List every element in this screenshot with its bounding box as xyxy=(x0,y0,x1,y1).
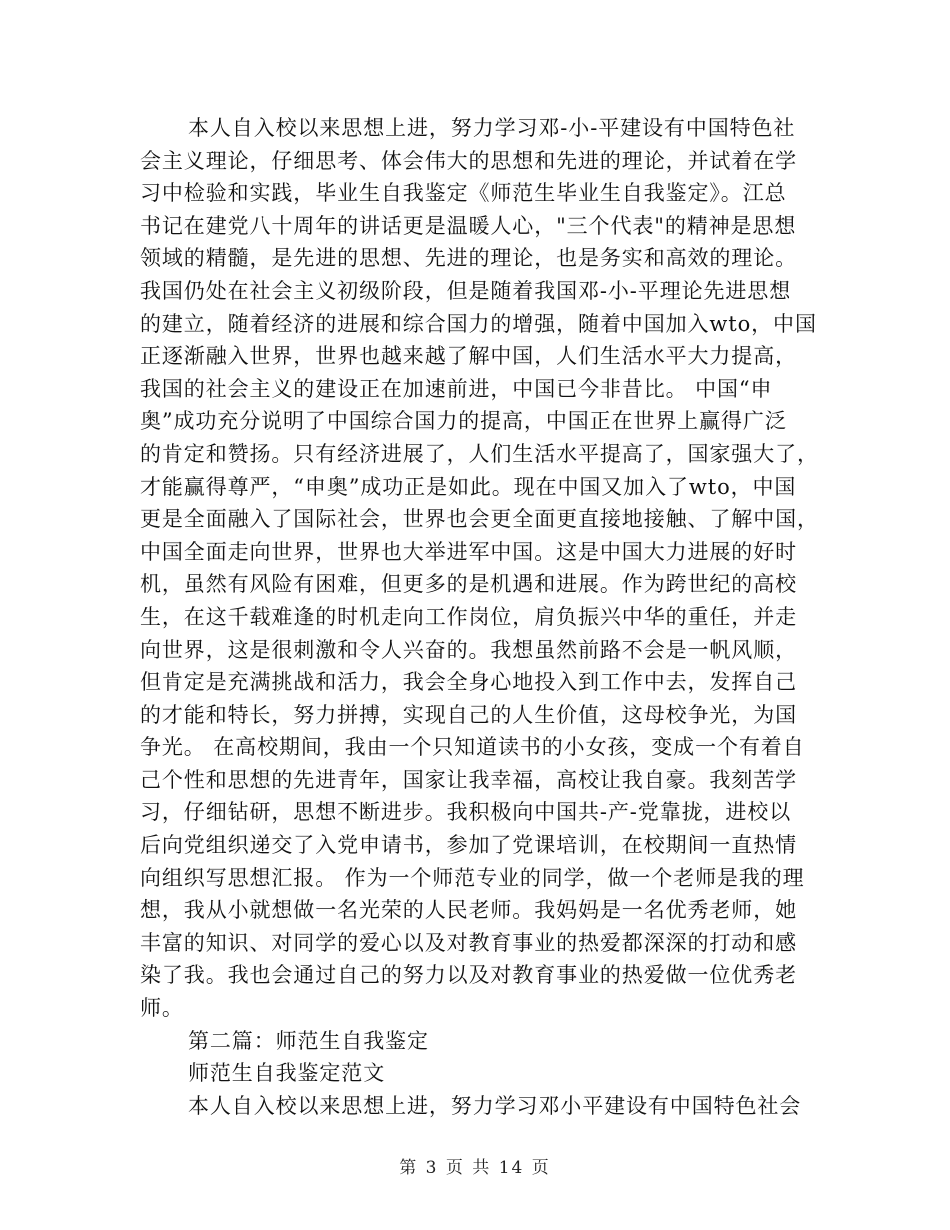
paragraph-line: 奥”成功充分说明了中国综合国力的提高，中国正在世界上赢得广泛 xyxy=(140,409,787,434)
paragraph-line: 向世界，这是很刺激和令人兴奋的。我想虽然前路不会是一帆风顺， xyxy=(140,637,797,662)
paragraph-line: 书记在建党八十周年的讲话更是温暖人心，"三个代表"的精神是思想 xyxy=(140,213,797,238)
paragraph-line: 的肯定和赞扬。只有经济进展了，人们生活水平提高了，国家强大了， xyxy=(140,441,819,466)
paragraph-line: 更是全面融入了国际社会，世界也会更全面更直接地接触、了解中国， xyxy=(140,507,819,532)
paragraph-line: 后向党组织递交了入党申请书，参加了党课培训，在校期间一直热情 xyxy=(140,833,797,858)
paragraph-line: 的建立，随着经济的进展和综合国力的增强，随着中国加入wto，中国 xyxy=(140,311,817,336)
paragraph-line: 领域的精髓，是先进的思想、先进的理论，也是务实和高效的理论。 xyxy=(140,246,797,271)
paragraph-line: 中国全面走向世界，世界也大举进军中国。这是中国大力进展的好时 xyxy=(140,539,797,564)
paragraph-line: 习，仔细钻研，思想不断进步。我积极向中国共-产-党靠拢，进校以 xyxy=(140,800,792,825)
paragraph-line: 本人自入校以来思想上进，努力学习邓-小-平建设有中国特色社 xyxy=(188,116,796,140)
paragraph-line: 生，在这千载难逢的时机走向工作岗位，肩负振兴中华的重任，并走 xyxy=(140,604,797,629)
paragraph-line: 本人自入校以来思想上进，努力学习邓小平建设有中国特色社会 xyxy=(188,1093,802,1118)
section-heading: 第二篇：师范生自我鉴定 xyxy=(188,1028,429,1053)
paragraph-line: 习中检验和实践，毕业生自我鉴定《师范生毕业生自我鉴定》。江总 xyxy=(140,181,787,206)
paragraph-line: 才能赢得尊严，“申奥”成功正是如此。现在中国又加入了wto，中国 xyxy=(140,474,797,499)
paragraph-line: 想，我从小就想做一名光荣的人民老师。我妈妈是一名优秀老师，她 xyxy=(140,898,797,923)
body-text xyxy=(140,112,820,1122)
paragraph-line: 向组织写思想汇报。 作为一个师范专业的同学，做一个老师是我的理 xyxy=(140,865,805,890)
paragraph-line: 会主义理论，仔细思考、体会伟大的思想和先进的理论，并试着在学 xyxy=(140,148,797,173)
paragraph-line: 丰富的知识、对同学的爱心以及对教育事业的热爱都深深的打动和感 xyxy=(140,930,797,955)
paragraph-line: 争光。 在高校期间，我由一个只知道读书的小女孩，变成一个有着自 xyxy=(140,735,805,760)
page-number-footer: 第 3 页 共 14 页 xyxy=(399,1158,551,1178)
paragraph-line: 染了我。我也会通过自己的努力以及对教育事业的热爱做一位优秀老 xyxy=(140,963,797,988)
paragraph-line: 我国的社会主义的建设正在加速前进，中国已今非昔比。 中国“申 xyxy=(140,376,773,401)
section-subheading: 师范生自我鉴定范文 xyxy=(188,1061,386,1086)
paragraph-line: 的才能和特长，努力拼搏，实现自己的人生价值，这母校争光，为国 xyxy=(140,702,797,727)
paragraph-line: 师。 xyxy=(140,996,184,1021)
paragraph-line: 我国仍处在社会主义初级阶段，但是随着我国邓-小-平理论先进思想 xyxy=(140,278,792,303)
paragraph-line: 己个性和思想的先进青年，国家让我幸福，高校让我自豪。我刻苦学 xyxy=(140,767,797,792)
paragraph-line: 正逐渐融入世界，世界也越来越了解中国，人们生活水平大力提高， xyxy=(140,344,797,369)
paragraph-line: 但肯定是充满挑战和活力，我会全身心地投入到工作中去，发挥自己 xyxy=(140,670,797,695)
paragraph-line: 机，虽然有风险有困难，但更多的是机遇和进展。作为跨世纪的高校 xyxy=(140,572,797,597)
